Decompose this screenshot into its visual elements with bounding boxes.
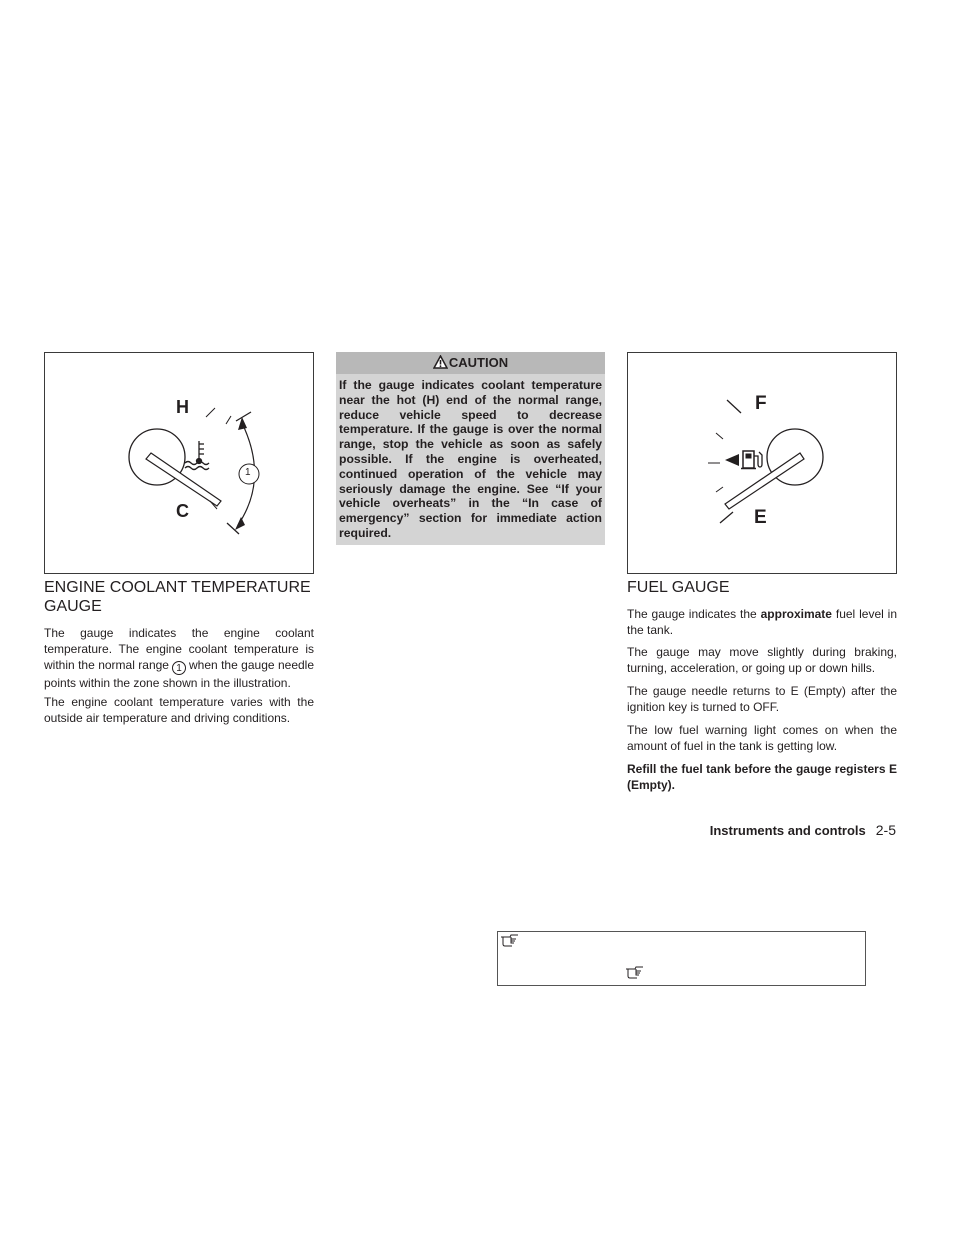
tick-mark xyxy=(720,512,733,523)
note-box xyxy=(497,931,866,986)
pointing-hand-icon xyxy=(500,934,520,948)
fuel-paragraph-1 xyxy=(627,606,897,638)
fuel-paragraph-2: The gauge may move slightly during braking, turning, acceleration, or going up or down hills. xyxy=(627,645,897,675)
fuel-paragraph-3: The gauge needle returns to E (Empty) after the ignition key is turned to OFF. xyxy=(627,684,897,714)
coolant-paragraph-1-start: The gauge indicates the engine coolant temperature. The engine coolant temperature is within the normal range xyxy=(44,626,314,672)
coolant-gauge-figure xyxy=(44,352,314,574)
cold-label: C xyxy=(176,501,189,521)
footer-page-number: 2-5 xyxy=(875,822,896,838)
fuel-gauge-heading: FUEL GAUGE xyxy=(627,579,730,596)
tick-mark xyxy=(226,416,231,424)
range-marker-label: 1 xyxy=(245,467,251,478)
coolant-temperature-icon xyxy=(185,441,209,470)
fuel-gauge-figure xyxy=(627,352,897,574)
caution-text: If the gauge indicates coolant temperature near the hot (H) end of the normal range, reduce vehicle speed to decrease temperature. If the gauge is over the normal range, stop the vehicle as soon as safely possible. If the engine is overheated, continued operation of the vehicle may seriously damage the engine. See “If your vehicle overheats” in the “In case of emergency” section for immediate action required. xyxy=(339,378,602,540)
coolant-paragraph-2: The engine coolant temperature varies with the outside air temperature and driving conditions. xyxy=(44,695,314,725)
coolant-gauge-illustration xyxy=(45,353,315,575)
fuel-paragraph-1-end: fuel level in the tank. xyxy=(627,607,897,637)
range-marker-reference: 1 xyxy=(172,661,186,675)
caution-title: CAUTION xyxy=(448,355,509,370)
hot-label: H xyxy=(176,397,189,417)
tick-mark xyxy=(206,408,215,417)
warning-triangle-icon xyxy=(433,355,448,369)
caution-header xyxy=(336,352,605,374)
fuel-gauge-illustration xyxy=(628,353,898,575)
tick-mark xyxy=(236,412,251,421)
fuel-pump-icon xyxy=(741,451,762,469)
fuel-side-arrow-icon xyxy=(725,454,739,466)
fuel-paragraph-1-start: The gauge indicates the xyxy=(627,607,757,621)
page-footer xyxy=(560,822,896,838)
fuel-paragraph-4: The low fuel warning light comes on when the amount of fuel in the tank is getting low. xyxy=(627,723,897,753)
empty-label: E xyxy=(754,507,767,528)
coolant-paragraph-1 xyxy=(44,625,314,691)
coolant-gauge-heading: ENGINE COOLANT TEMPERATURE GAUGE xyxy=(44,579,311,615)
tick-mark xyxy=(727,400,741,413)
pointing-hand-icon xyxy=(625,966,645,980)
full-label: F xyxy=(755,393,767,414)
fuel-paragraph-5: Refill the fuel tank before the gauge registers E (Empty). xyxy=(627,762,897,792)
tick-mark xyxy=(716,487,723,492)
arrow-head-down xyxy=(235,517,245,530)
coolant-paragraph-1-end: when the gauge needle points within the zone shown in the illustration. xyxy=(44,658,315,690)
caution-box xyxy=(336,352,605,545)
footer-section-title: Instruments and controls xyxy=(709,823,866,838)
fuel-paragraph-1-emphasis: approximate xyxy=(760,607,832,621)
tick-mark xyxy=(716,433,723,439)
